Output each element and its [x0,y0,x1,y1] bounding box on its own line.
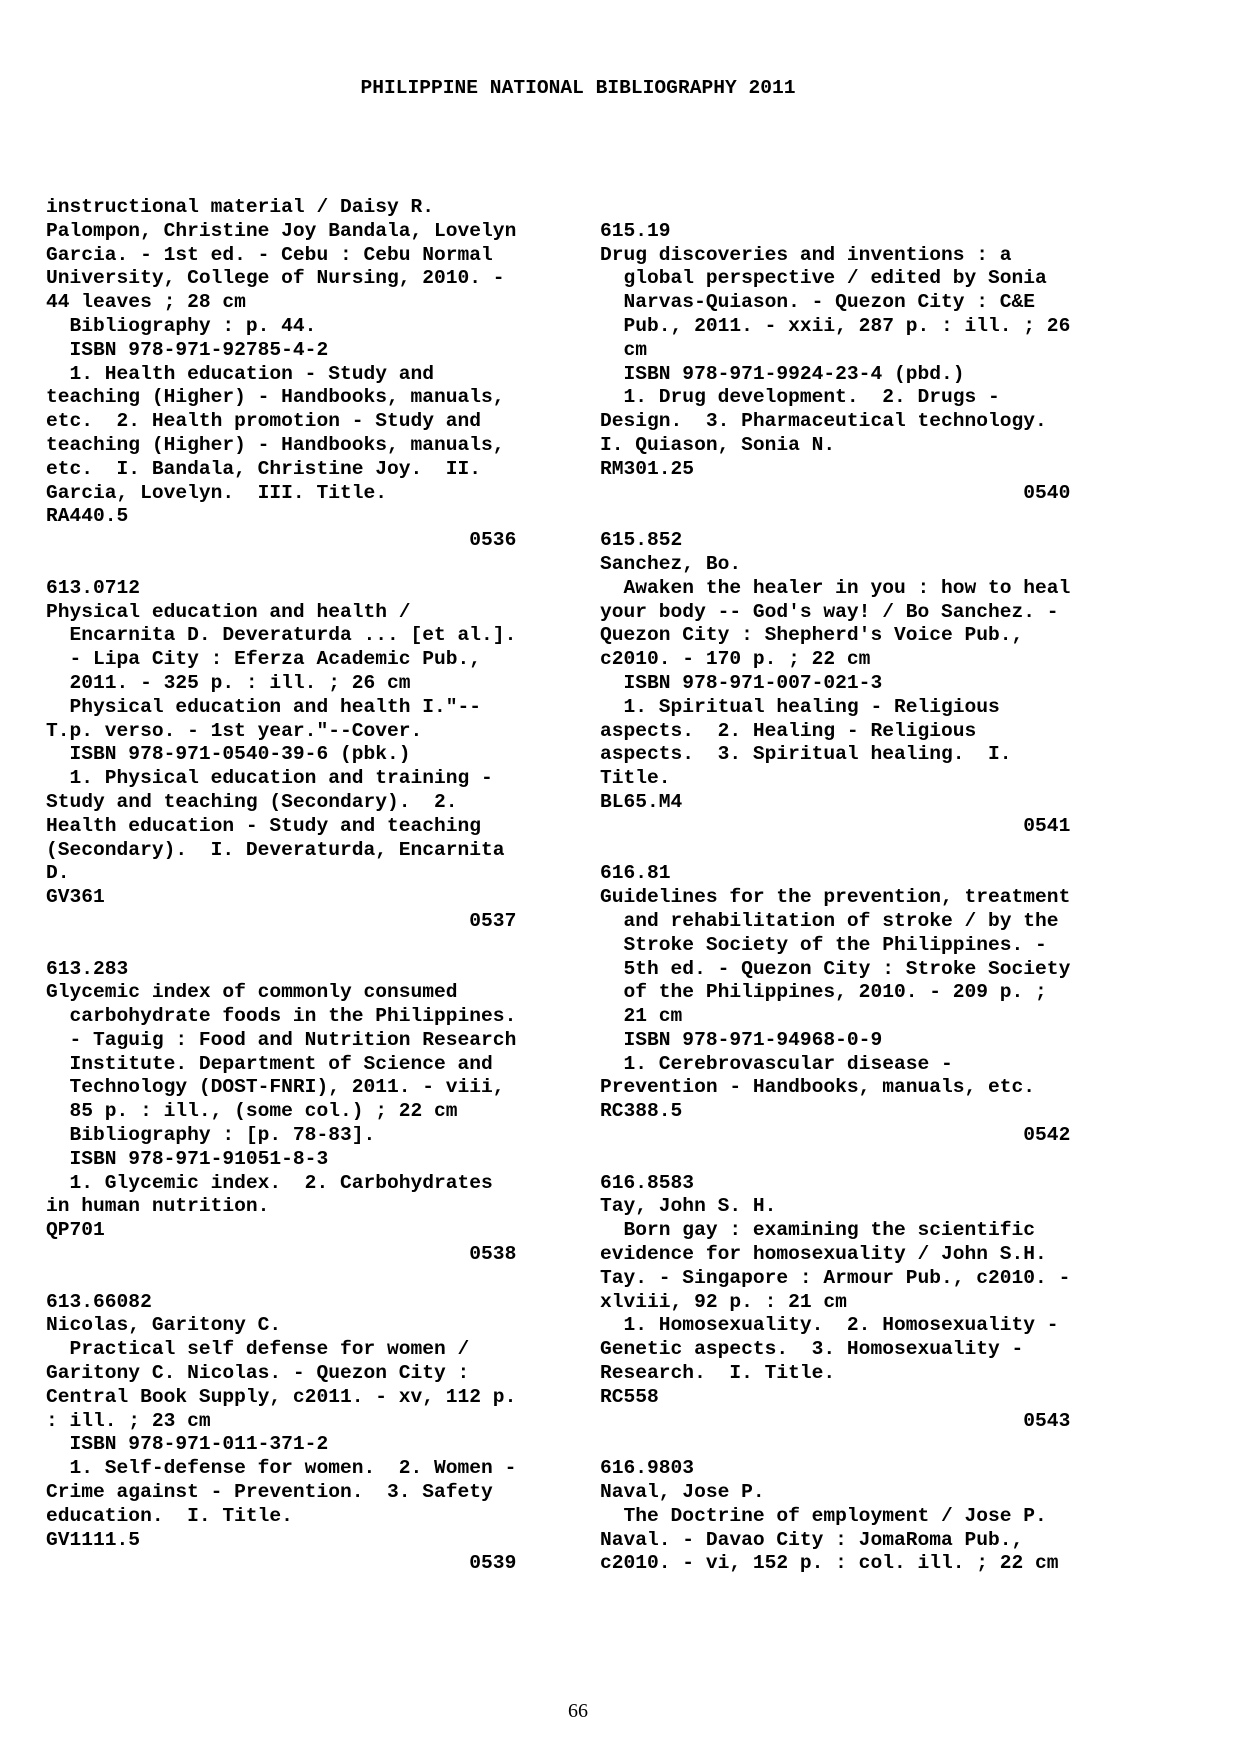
bibliography-line: Design. 3. Pharmaceutical technology. [600,410,1047,433]
bibliography-line: xlviii, 92 p. : 21 cm [600,1290,847,1313]
bibliography-line: Guidelines for the prevention, treatment [600,886,1071,909]
bibliography-line: Institute. Department of Science and [46,1052,493,1075]
page-number: 66 [568,1700,588,1722]
bibliography-line: 0541 [600,814,1071,837]
bibliography-line [600,1433,1120,1457]
bibliography-line: GV361 [46,886,105,909]
bibliography-line: Narvas-Quiason. - Quezon City : C&E [600,291,1036,314]
bibliography-line: Glycemic index of commonly consumed [46,981,458,1004]
bibliography-line [46,1267,556,1291]
bibliography-line: 616.8583 [600,1171,695,1194]
bibliography-line: Research. I. Title. [600,1362,836,1385]
bibliography-line: ISBN 978-971-0540-39-6 (pbk.) [46,743,411,766]
bibliography-line: Tay, John S. H. [600,1195,777,1218]
bibliography-line: Physical education and health / [46,600,411,623]
bibliography-line: Tay. - Singapore : Armour Pub., c2010. - [600,1266,1071,1289]
bibliography-line: Naval, Jose P. [600,1481,765,1504]
bibliography-line: 613.0712 [46,576,141,599]
bibliography-line [600,505,1120,529]
bibliography-line: education. I. Title. [46,1504,293,1527]
bibliography-line: RC388.5 [600,1100,683,1123]
bibliography-line: Bibliography : [p. 78-83]. [46,1124,376,1147]
bibliography-line: RA440.5 [46,505,129,528]
bibliography-line: 1. Physical education and training - [46,767,493,790]
bibliography-line: aspects. 2. Healing - Religious [600,719,977,742]
bibliography-line: 0540 [600,481,1071,504]
bibliography-line: Encarnita D. Deveraturda ... [et al.]. [46,624,517,647]
bibliography-line: Garitony C. Nicolas. - Quezon City : [46,1362,470,1385]
bibliography-line: Practical self defense for women / [46,1338,470,1361]
bibliography-line: ISBN 978-971-91051-8-3 [46,1147,329,1170]
bibliography-line: 1. Spiritual healing - Religious [600,695,1000,718]
bibliography-line: T.p. verso. - 1st year."--Cover. [46,719,423,742]
bibliography-line: University, College of Nursing, 2010. - [46,267,505,290]
bibliography-line: - Lipa City : Eferza Academic Pub., [46,648,482,671]
bibliography-line: Physical education and health I."-- [46,695,482,718]
bibliography-line: ISBN 978-971-92785-4-2 [46,338,329,361]
left-column [46,196,556,1576]
bibliography-line: 0537 [46,909,517,932]
page-header-title: PHILIPPINE NATIONAL BIBLIOGRAPHY 2011 [360,77,796,99]
bibliography-line: GV1111.5 [46,1528,141,1551]
bibliography-line: Genetic aspects. 3. Homosexuality - [600,1338,1024,1361]
bibliography-line: 613.283 [46,957,129,980]
bibliography-line: 44 leaves ; 28 cm [46,291,246,314]
bibliography-line: (Secondary). I. Deveraturda, Encarnita [46,838,505,861]
bibliography-line: RC558 [600,1385,659,1408]
bibliography-line: ISBN 978-971-9924-23-4 (pbd.) [600,362,965,385]
bibliography-line: Palompon, Christine Joy Bandala, Lovelyn [46,219,517,242]
bibliography-line: Awaken the healer in you : how to heal [600,576,1071,599]
bibliography-line: - Taguig : Food and Nutrition Research [46,1028,517,1051]
bibliography-line: Central Book Supply, c2011. - xv, 112 p. [46,1385,517,1408]
bibliography-line: Naval. - Davao City : JomaRoma Pub., [600,1528,1024,1551]
bibliography-line: Nicolas, Garitony C. [46,1314,282,1337]
bibliography-line: Crime against - Prevention. 3. Safety [46,1481,493,1504]
bibliography-line: QP701 [46,1219,105,1242]
bibliography-line [600,196,1120,220]
bibliography-line: aspects. 3. Spiritual healing. I. [600,743,1012,766]
bibliography-line: Garcia, Lovelyn. III. Title. [46,481,387,504]
bibliography-line: The Doctrine of employment / Jose P. [600,1504,1047,1527]
bibliography-line: 615.852 [600,529,683,552]
bibliography-line: 1. Health education - Study and [46,362,435,385]
bibliography-line: 21 cm [600,1005,683,1028]
bibliography-line: 0539 [46,1552,517,1575]
bibliography-line [600,839,1120,863]
bibliography-line: D. [46,862,70,885]
bibliography-line: I. Quiason, Sonia N. [600,433,836,456]
bibliography-line: instructional material / Daisy R. [46,196,435,218]
bibliography-line: carbohydrate foods in the Philippines. [46,1005,517,1028]
bibliography-line: 1. Drug development. 2. Drugs - [600,386,1000,409]
bibliography-line: cm [600,338,648,361]
bibliography-line: 0542 [600,1124,1071,1147]
bibliography-line: 5th ed. - Quezon City : Stroke Society [600,957,1071,980]
bibliography-line: teaching (Higher) - Handbooks, manuals, [46,433,505,456]
bibliography-line: ISBN 978-971-007-021-3 [600,671,883,694]
bibliography-line: Pub., 2011. - xxii, 287 p. : ill. ; 26 [600,314,1071,337]
bibliography-line: 0538 [46,1243,517,1266]
bibliography-line: 616.81 [600,862,671,885]
bibliography-line [46,553,556,577]
bibliography-line: Prevention - Handbooks, manuals, etc. [600,1076,1036,1099]
bibliography-line: RM301.25 [600,457,695,480]
bibliography-line: c2010. - vi, 152 p. : col. ill. ; 22 cm [600,1552,1059,1575]
bibliography-line: Sanchez, Bo. [600,552,742,575]
bibliography-line: BL65.M4 [600,790,683,813]
bibliography-line: 1. Glycemic index. 2. Carbohydrates [46,1171,493,1194]
bibliography-line: Bibliography : p. 44. [46,314,317,337]
bibliography-line: of the Philippines, 2010. - 209 p. ; [600,981,1047,1004]
bibliography-line: ISBN 978-971-94968-0-9 [600,1028,883,1051]
bibliography-line: 613.66082 [46,1290,152,1313]
bibliography-line: evidence for homosexuality / John S.H. [600,1243,1047,1266]
bibliography-line: 615.19 [600,219,671,242]
bibliography-line: Drug discoveries and inventions : a [600,243,1012,266]
bibliography-line: 0543 [600,1409,1071,1432]
bibliography-line: teaching (Higher) - Handbooks, manuals, [46,386,505,409]
bibliography-line: Quezon City : Shepherd's Voice Pub., [600,624,1024,647]
bibliography-line: 85 p. : ill., (some col.) ; 22 cm [46,1100,458,1123]
bibliography-line: Title. [600,767,671,790]
bibliography-line: global perspective / edited by Sonia [600,267,1047,290]
right-column [600,196,1120,1576]
bibliography-line: 1. Self-defense for women. 2. Women - [46,1457,517,1480]
bibliography-line: c2010. - 170 p. ; 22 cm [600,648,871,671]
bibliography-line: 616.9803 [600,1457,695,1480]
bibliography-line: Technology (DOST-FNRI), 2011. - viii, [46,1076,505,1099]
bibliography-line: Stroke Society of the Philippines. - [600,933,1047,956]
bibliography-line: Study and teaching (Secondary). 2. [46,790,458,813]
bibliography-line [600,1148,1120,1172]
bibliography-line: your body -- God's way! / Bo Sanchez. - [600,600,1059,623]
bibliography-line: and rehabilitation of stroke / by the [600,909,1059,932]
bibliography-line: 2011. - 325 p. : ill. ; 26 cm [46,671,411,694]
bibliography-line: Garcia. - 1st ed. - Cebu : Cebu Normal [46,243,493,266]
bibliography-line: : ill. ; 23 cm [46,1409,211,1432]
bibliography-line: 0536 [46,529,517,552]
bibliography-line: Born gay : examining the scientific [600,1219,1036,1242]
bibliography-line: 1. Homosexuality. 2. Homosexuality - [600,1314,1059,1337]
bibliography-line [46,934,556,958]
bibliography-line: in human nutrition. [46,1195,270,1218]
bibliography-line: etc. 2. Health promotion - Study and [46,410,482,433]
bibliography-line: etc. I. Bandala, Christine Joy. II. [46,457,482,480]
bibliography-line: 1. Cerebrovascular disease - [600,1052,953,1075]
bibliography-line: Health education - Study and teaching [46,814,482,837]
bibliography-line: ISBN 978-971-011-371-2 [46,1433,329,1456]
